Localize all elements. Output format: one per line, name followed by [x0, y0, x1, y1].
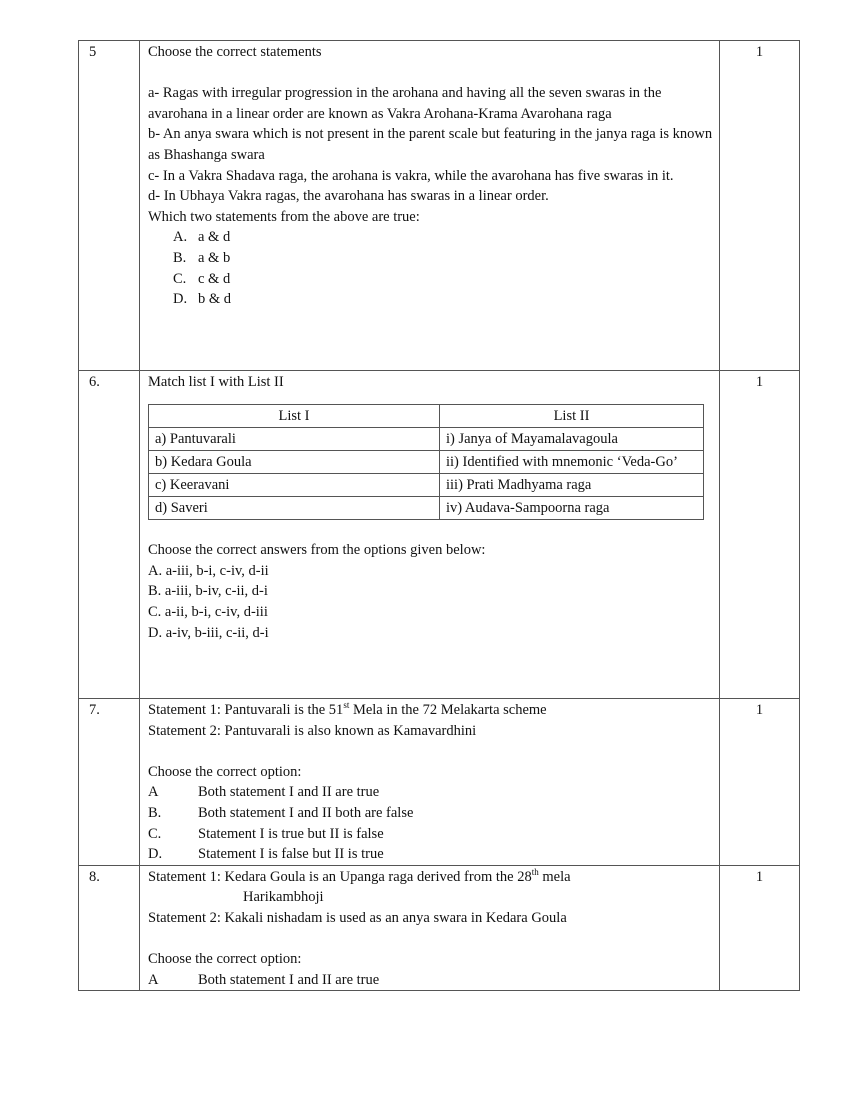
marks: 1: [720, 371, 800, 699]
statement-text: Statement 1: Kedara Goula is an Upanga raga derived from the 28: [148, 868, 532, 885]
option: [148, 803, 713, 824]
option-text: Statement I is false but II is true: [198, 846, 384, 863]
column-header: List II: [440, 404, 704, 427]
superscript: th: [531, 866, 539, 877]
option: [148, 269, 713, 290]
column-header: List I: [149, 404, 440, 427]
match-table-row: [149, 450, 704, 473]
list2-cell: i) Janya of Mayamalavagoula: [440, 427, 704, 450]
option-text: a & d: [198, 229, 231, 246]
statement-text: mela: [538, 868, 571, 885]
question-page: [78, 40, 798, 991]
list2-cell: iv) Audava-Sampoorna raga: [440, 496, 704, 519]
statement-2: Statement 2: Kakali nishadam is used as an anya swara in Kedara Goula: [148, 909, 567, 926]
match-table-row: [149, 496, 704, 519]
option-label: A: [148, 971, 159, 988]
option: A. a-iii, b-i, c-iv, d-ii: [148, 562, 269, 579]
marks: 1: [720, 865, 800, 991]
question-text: Choose the correct option:: [148, 763, 302, 780]
match-table-header: [149, 404, 704, 427]
option-label: A: [148, 784, 159, 801]
option-label: B.: [173, 249, 187, 266]
match-table: [148, 404, 704, 520]
statement-1: [148, 700, 713, 721]
question-number: 7.: [79, 699, 140, 866]
question-number: 5: [79, 41, 140, 371]
marks: 1: [720, 699, 800, 866]
list1-cell: c) Keeravani: [149, 473, 440, 496]
option-label: C.: [173, 270, 187, 287]
option: C. a-ii, b-i, c-iv, d-iii: [148, 603, 268, 620]
question-content: [140, 699, 720, 866]
option-label: D.: [173, 291, 188, 308]
question-prompt: Choose the correct statements: [148, 44, 322, 60]
option-label: D.: [148, 846, 163, 863]
statement: c- In a Vakra Shadava raga, the arohana is vakra, while the avarohana has five swaras in it.: [148, 167, 674, 184]
option: [148, 248, 713, 269]
question-number: 8.: [79, 865, 140, 991]
question-number: 6.: [79, 371, 140, 699]
option-label: A.: [173, 229, 188, 246]
option-text: Both statement I and II both are false: [198, 804, 414, 821]
option-label: C.: [148, 825, 162, 842]
option: [148, 289, 713, 310]
option: [148, 227, 713, 248]
question-prompt: Match list I with List II: [148, 374, 284, 390]
question-content: [140, 865, 720, 991]
statement: d- In Ubhaya Vakra ragas, the avarohana has swaras in a linear order.: [148, 188, 549, 205]
question-text: Which two statements from the above are true:: [148, 208, 420, 225]
option-text: Statement I is true but II is false: [198, 825, 384, 842]
question-text: Choose the correct answers from the options given below:: [148, 542, 486, 559]
question-text: Choose the correct option:: [148, 951, 302, 968]
option: [148, 824, 713, 845]
marks: 1: [720, 41, 800, 371]
option: [148, 844, 713, 865]
statement-1-continuation: Harikambhoji: [243, 889, 324, 906]
statement: b- An anya swara which is not present in the parent scale but featuring in the janya raga is known as Bhashanga swara: [148, 126, 713, 163]
option-text: c & d: [198, 270, 231, 287]
question-row-7: [79, 699, 800, 866]
list1-cell: d) Saveri: [149, 496, 440, 519]
question-table: [78, 40, 800, 991]
option: [148, 970, 713, 991]
statement-1: [148, 867, 713, 888]
option-label: B.: [148, 804, 162, 821]
list2-cell: iii) Prati Madhyama raga: [440, 473, 704, 496]
question-content: [140, 41, 720, 371]
match-table-row: [149, 427, 704, 450]
question-row-6: [79, 371, 800, 699]
list1-cell: a) Pantuvarali: [149, 427, 440, 450]
match-table-row: [149, 473, 704, 496]
option-text: Both statement I and II are true: [198, 784, 380, 801]
list2-cell: ii) Identified with mnemonic ‘Veda-Go’: [440, 450, 704, 473]
list1-cell: b) Kedara Goula: [149, 450, 440, 473]
statement-2: Statement 2: Pantuvarali is also known as Kamavardhini: [148, 722, 477, 739]
question-content: [140, 371, 720, 699]
option-text: a & b: [198, 249, 231, 266]
option-text: b & d: [198, 291, 232, 308]
option: D. a-iv, b-iii, c-ii, d-i: [148, 624, 269, 641]
statement-text: Statement 1: Pantuvarali is the 51: [148, 702, 344, 718]
option-text: Both statement I and II are true: [198, 971, 380, 988]
option: B. a-iii, b-iv, c-ii, d-i: [148, 583, 268, 600]
superscript: st: [343, 700, 350, 711]
statement-text: Mela in the 72 Melakarta scheme: [349, 702, 547, 718]
option: [148, 782, 713, 803]
statement: a- Ragas with irregular progression in the arohana and having all the seven swaras in the avarohana in a linear order are known as Vakra Arohana-Krama Avarohana raga: [148, 85, 662, 122]
question-row-8: [79, 865, 800, 991]
question-row-5: [79, 41, 800, 371]
